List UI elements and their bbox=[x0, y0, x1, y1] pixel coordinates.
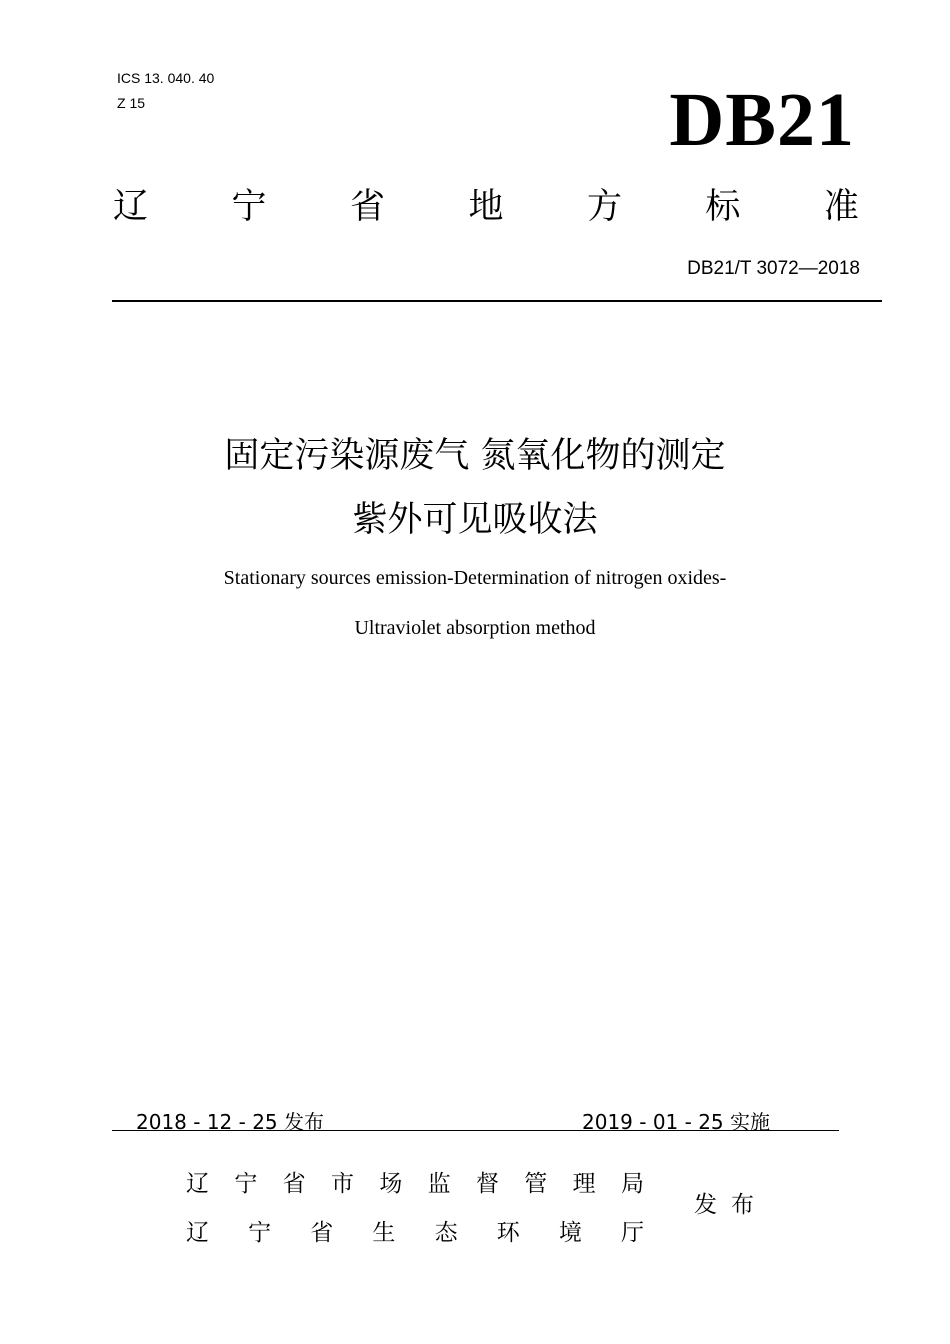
publisher-char: 监 bbox=[427, 1171, 451, 1197]
publisher-char: 境 bbox=[558, 1220, 582, 1246]
publisher-market-supervision bbox=[186, 1169, 644, 1199]
footer-divider bbox=[112, 1130, 839, 1131]
standard-type-char: 辽 bbox=[113, 187, 149, 227]
publisher-char: 管 bbox=[524, 1171, 548, 1197]
standard-type-char: 标 bbox=[705, 187, 741, 227]
publisher-char: 厅 bbox=[620, 1220, 644, 1246]
standard-logo: DB21 bbox=[669, 78, 855, 162]
title-chinese-line-1: 固定污染源废气 氮氧化物的测定 bbox=[224, 436, 726, 476]
publisher-ecology-environment bbox=[186, 1218, 644, 1248]
publisher-char: 环 bbox=[496, 1220, 520, 1246]
publisher-char: 宁 bbox=[248, 1220, 272, 1246]
publisher-char: 市 bbox=[330, 1171, 354, 1197]
issue-date: 2018 - 12 - 25 发布 bbox=[136, 1110, 325, 1134]
publisher-char: 态 bbox=[434, 1220, 458, 1246]
publisher-char: 省 bbox=[310, 1220, 334, 1246]
classification-code: Z 15 bbox=[117, 95, 146, 111]
implementation-date: 2019 - 01 - 25 实施 bbox=[582, 1110, 771, 1134]
header-divider bbox=[112, 300, 882, 302]
publisher-char: 辽 bbox=[186, 1171, 209, 1197]
standard-type-char: 宁 bbox=[231, 187, 267, 227]
publisher-char: 理 bbox=[572, 1171, 596, 1197]
ics-code: ICS 13. 040. 40 bbox=[117, 70, 215, 86]
standard-type-char: 准 bbox=[823, 187, 859, 227]
standard-number: DB21/T 3072—2018 bbox=[687, 258, 860, 279]
standard-type-char: 地 bbox=[468, 187, 504, 227]
publisher-char: 场 bbox=[379, 1171, 403, 1197]
title-chinese-line-2: 紫外可见吸收法 bbox=[352, 500, 598, 540]
publisher-char: 局 bbox=[620, 1171, 644, 1197]
standard-type-title bbox=[113, 186, 859, 228]
publisher-char: 辽 bbox=[186, 1220, 209, 1246]
title-english-line-2: Ultraviolet absorption method bbox=[354, 617, 596, 639]
publish-label: 发布 bbox=[694, 1192, 768, 1218]
publisher-char: 宁 bbox=[234, 1171, 258, 1197]
publisher-char: 生 bbox=[372, 1220, 396, 1246]
publisher-char: 省 bbox=[282, 1171, 306, 1197]
title-english-line-1: Stationary sources emission-Determination of nitrogen oxides- bbox=[223, 567, 727, 589]
publisher-char: 督 bbox=[475, 1171, 499, 1197]
standard-type-char: 省 bbox=[349, 187, 385, 227]
standard-type-char: 方 bbox=[586, 187, 622, 227]
